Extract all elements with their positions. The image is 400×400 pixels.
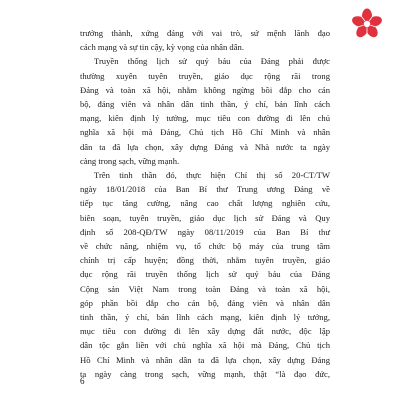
text-line: tiếp tục tăng cường, nâng cao chất lượng nghiên cứu,	[80, 198, 330, 209]
text-line: nghĩa xã hội mà Đảng, Chủ tịch Hồ Chí Minh và nhân	[80, 127, 330, 138]
text-line: ngày 18/01/2018 của Ban Bí thư Trung ương Đảng về	[80, 184, 330, 195]
text-line: chính trị cấp huyện; đồng thời, nhằm tuyên truyền, giáo	[80, 255, 330, 266]
text-line: Truyền thống lịch sử quý báu của Đảng phải được	[94, 56, 330, 67]
text-line: Đảng và toàn xã hội, nhằm không ngừng bồi đắp cho cán	[80, 84, 330, 95]
text-line: cách mạng và sự tin cậy, kỳ vọng của nhân dân.	[80, 42, 244, 53]
text-line: càng trong sạch, vững mạnh.	[80, 155, 180, 166]
text-line: mạng, kiên định lý tưởng, mục tiêu con đường đi lên chủ	[80, 113, 330, 124]
text-line: dục rộng rãi truyền thống lịch sử quý báu của Đảng	[80, 269, 330, 280]
text-line: về chức năng, nhiệm vụ, tổ chức bộ máy của trung tâm	[80, 241, 330, 252]
text-line: dân tộc gắn liền với chủ nghĩa xã hội mà Đảng, Chủ tịch	[80, 340, 330, 351]
ornament-center	[364, 21, 370, 27]
text-line: Trên tinh thần đó, thực hiện Chỉ thị số 20-CT/TW	[94, 170, 330, 181]
page-number: 6	[80, 376, 85, 386]
text-line: ta ngày càng trong sạch, vững mạnh, thật “là đạo đức,	[80, 368, 330, 379]
text-line: trưởng thành, xứng đáng với vai trò, sứ mệnh lãnh đạo	[80, 28, 330, 38]
text-line: tinh thần, ý chí, bản lĩnh cách mạng, kiên định lý tưởng,	[80, 312, 330, 323]
flower-ornament-icon	[351, 8, 383, 40]
text-line: góp phần bồi đắp cho cán bộ, đảng viên và nhân dân	[80, 297, 330, 308]
text-line: biên soạn, tuyên truyền, giáo dục lịch sử Đảng và Quy	[80, 212, 330, 223]
text-line: Hồ Chí Minh và nhân dân ta đã lựa chọn, xây dựng Đảng	[80, 354, 330, 365]
text-line: định số 208-QĐ/TW ngày 08/11/2019 của Ban Bí thư	[80, 226, 330, 237]
text-line: mục tiêu con đường đi lên xây dựng đất nước, độc lập	[80, 326, 330, 337]
text-line: bộ, đảng viên và nhân dân tinh thần, ý chí, bản lĩnh cách	[80, 99, 330, 110]
text-line: Cộng sản Việt Nam trong toàn Đảng và toàn xã hội,	[80, 283, 330, 294]
text-line: dân ta đã lựa chọn, xây dựng Đảng và Nhà nước ta ngày	[80, 141, 330, 152]
body-text	[80, 26, 330, 381]
text-line: thường xuyên tuyên truyền, giáo dục rộng rãi trong	[80, 70, 330, 81]
